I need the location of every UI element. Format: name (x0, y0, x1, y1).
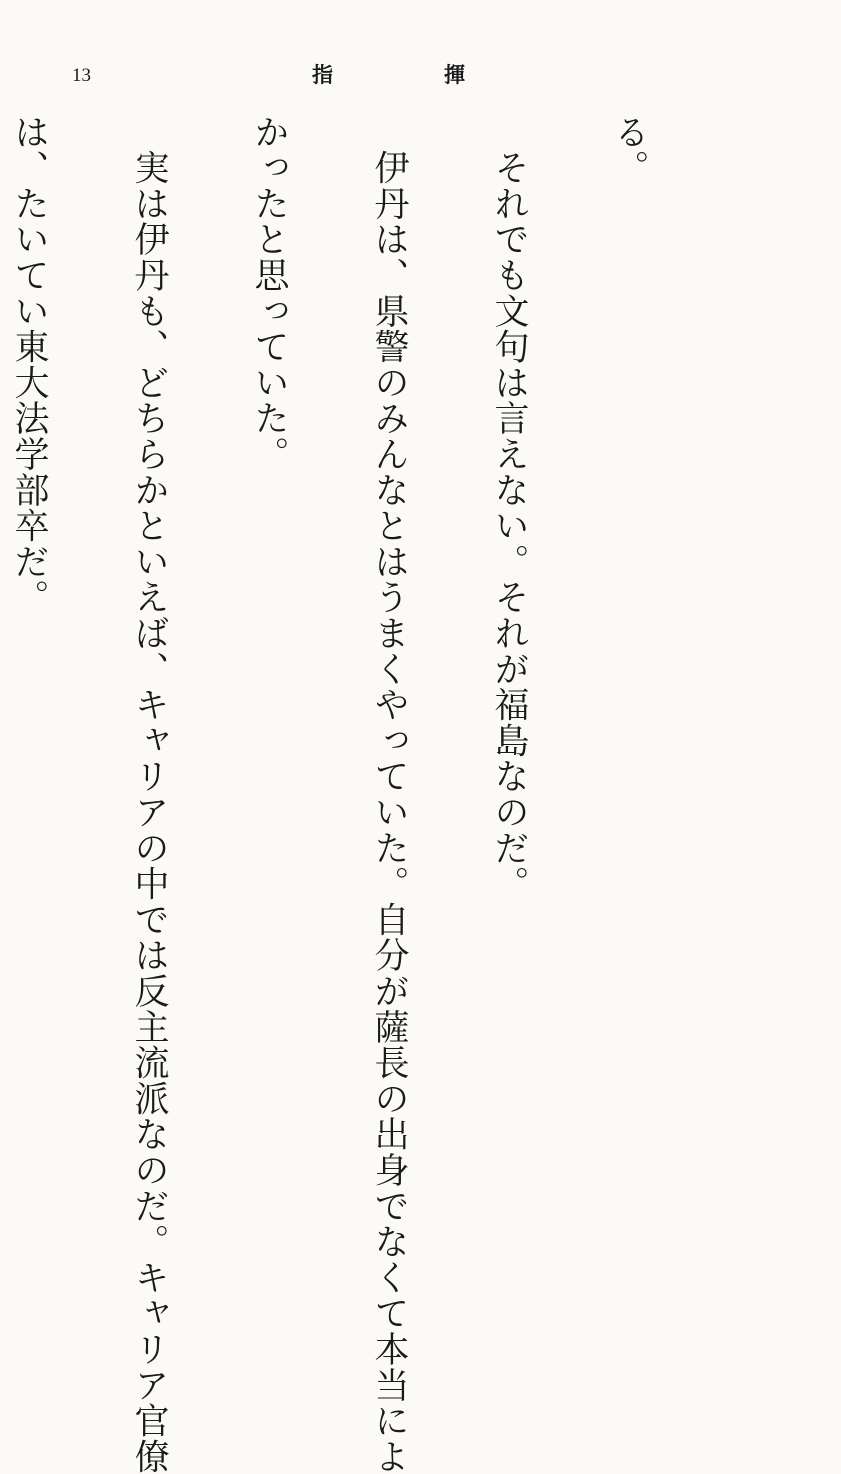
text-line: る。 (609, 114, 649, 186)
text-line: は、たいてい東大法学部卒だ。 (9, 114, 49, 616)
text-line: かったと思っていた。 (249, 114, 289, 472)
running-title-char-1: 指 (312, 62, 333, 87)
text-line: それでも文句は言えない。それが福島なのだ。 (489, 114, 529, 902)
text-line: 伊丹は、県警のみんなとはうまくやっていた。自分が薩長の出身でなくて本当によ (369, 114, 409, 1474)
vertical-body-text (0, 114, 729, 1474)
text-line: 実は伊丹も、どちらかといえば、キャリアの中では反主流派なのだ。キャリア官僚 (129, 114, 169, 1474)
page-number: 13 (72, 65, 91, 86)
running-title-char-2: 揮 (444, 62, 465, 87)
